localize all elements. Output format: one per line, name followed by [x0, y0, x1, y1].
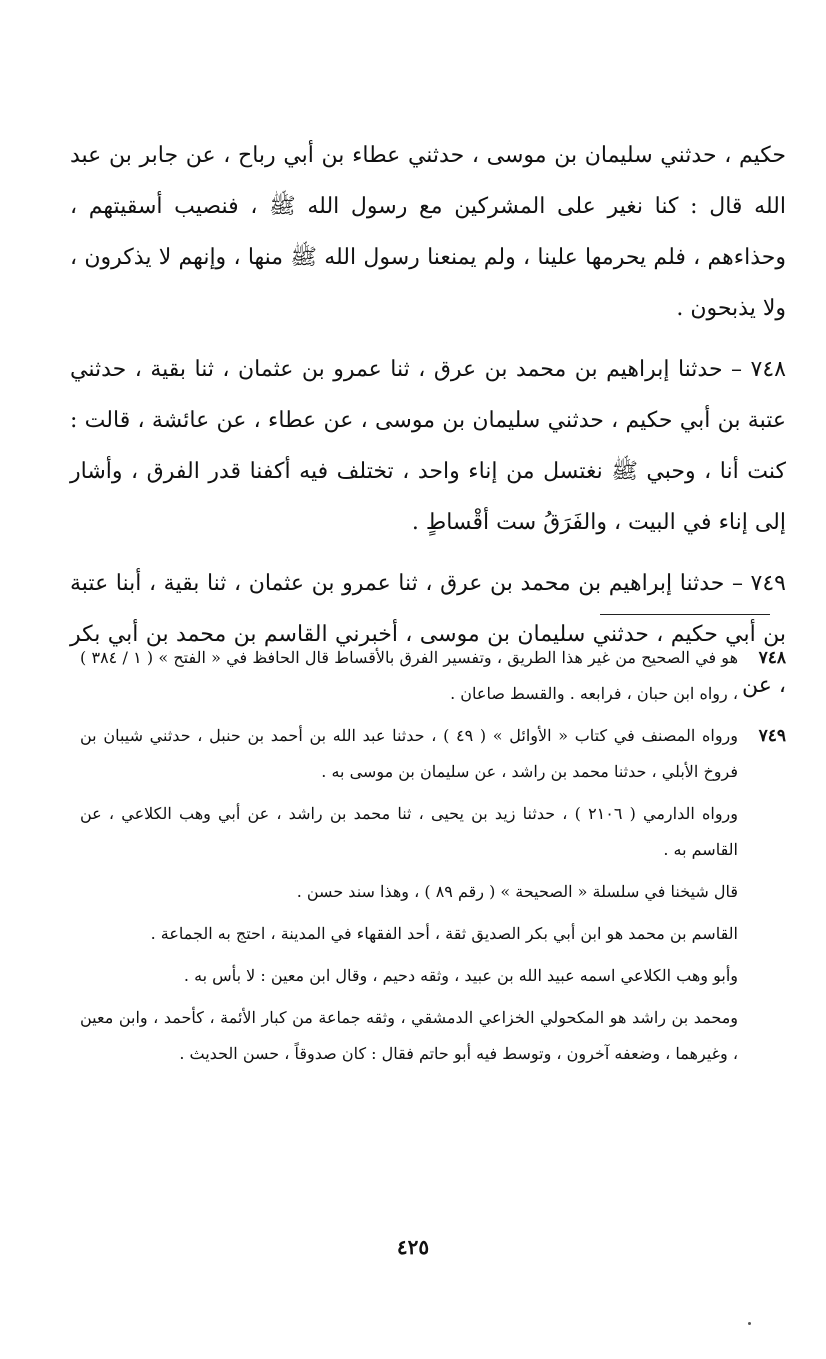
footnote-body: [80, 718, 738, 796]
footnote-paragraph: القاسم بن محمد هو ابن أبي بكر الصديق ثقة ، أحد الفقهاء في المدينة ، احتج به الجماعة .: [150, 924, 738, 943]
footnote-number: ٧٤٩: [758, 726, 786, 746]
footnote-separator-rule: [600, 614, 770, 615]
footnote-paragraph: ومحمد بن راشد هو المكحولي الخزاعي الدمشقي ، وثقه جماعة من كبار الأئمة ، كأحمد ، وابن معين ، وغيرهما ، وضعفه آخرون ، وتوسط فيه أبو حاتم فقال : كان صدوقاً ، حسن الحديث .: [80, 1008, 738, 1063]
footnote-number: ٧٤٨: [758, 648, 786, 668]
footnote-paragraph: هو في الصحيح من غير هذا الطريق ، وتفسير الفرق بالأقساط قال الحافظ في « الفتح » ( ١ / ٣٨٤ ) ، رواه ابن حبان ، فرابعه . والقسط صاعان .: [80, 648, 739, 703]
footnote-body: [80, 640, 738, 718]
footnote-749: [80, 718, 786, 796]
footnote-paragraph: قال شيخنا في سلسلة « الصحيحة » ( رقم ٨٩ ) ، وهذا سند حسن .: [296, 882, 738, 901]
page-number: ٤٢٥: [396, 1235, 430, 1259]
footnote-paragraph: وأبو وهب الكلاعي اسمه عبيد الله بن عبيد ، وثقه دحيم ، وقال ابن معين : لا بأس به .: [183, 966, 738, 985]
hadith-748-paragraph: ٧٤٨ – حدثنا إبراهيم بن محمد بن عرق ، ثنا عمرو بن عثمان ، ثنا بقية ، حدثني عتبة بن أبي حكيم ، حدثني سليمان بن موسى ، عن عطاء ، عن عائشة ، قالت : كنت أنا ، وحبي ﷺ نغتسل من إناء واحد ، تختلف فيه أكفنا قدر الفرق ، وأشار إلى إناء في البيت ، والفَرَقُ ست أقْساطٍ .: [70, 357, 786, 535]
hadith-749-paragraph: ٧٤٩ – حدثنا إبراهيم بن محمد بن عرق ، ثنا عمرو بن عثمان ، ثنا بقية ، أبنا عتبة بن أبي حكيم ، حدثني سليمان بن موسى ، أخبرني القاسم بن محمد بن أبي بكر ، عن: [70, 571, 787, 698]
footnote-paragraph: ورواه الدارمي ( ٢١٠٦ ) ، حدثنا زيد بن يحيى ، ثنا محمد بن راشد ، عن أبي وهب الكلاعي ، عن القاسم به .: [80, 804, 738, 859]
footnotes: [80, 640, 786, 1078]
footnote-748: [80, 640, 786, 718]
footnote-paragraph: ورواه المصنف في كتاب « الأوائل » ( ٤٩ ) ، حدثنا عبد الله بن أحمد بن حنبل ، حدثني شيبان بن فروخ الأبلي ، حدثنا محمد بن راشد ، عن سليمان بن موسى به .: [80, 726, 738, 781]
footnote-749-continued: [80, 796, 786, 1072]
print-speck: [748, 1322, 751, 1325]
main-text: [70, 130, 786, 721]
hadith-continuation-paragraph: حكيم ، حدثني سليمان بن موسى ، حدثني عطاء بن أبي رباح ، عن جابر بن عبد الله قال : كنا نغير على المشركين مع رسول الله ﷺ ، فنصيب أسقيتهم ، وحذاءهم ، فلم يحرمها علينا ، ولم يمنعنا رسول الله ﷺ منها ، وإنهم لا يذكرون ، ولا يذبحون .: [70, 143, 786, 321]
